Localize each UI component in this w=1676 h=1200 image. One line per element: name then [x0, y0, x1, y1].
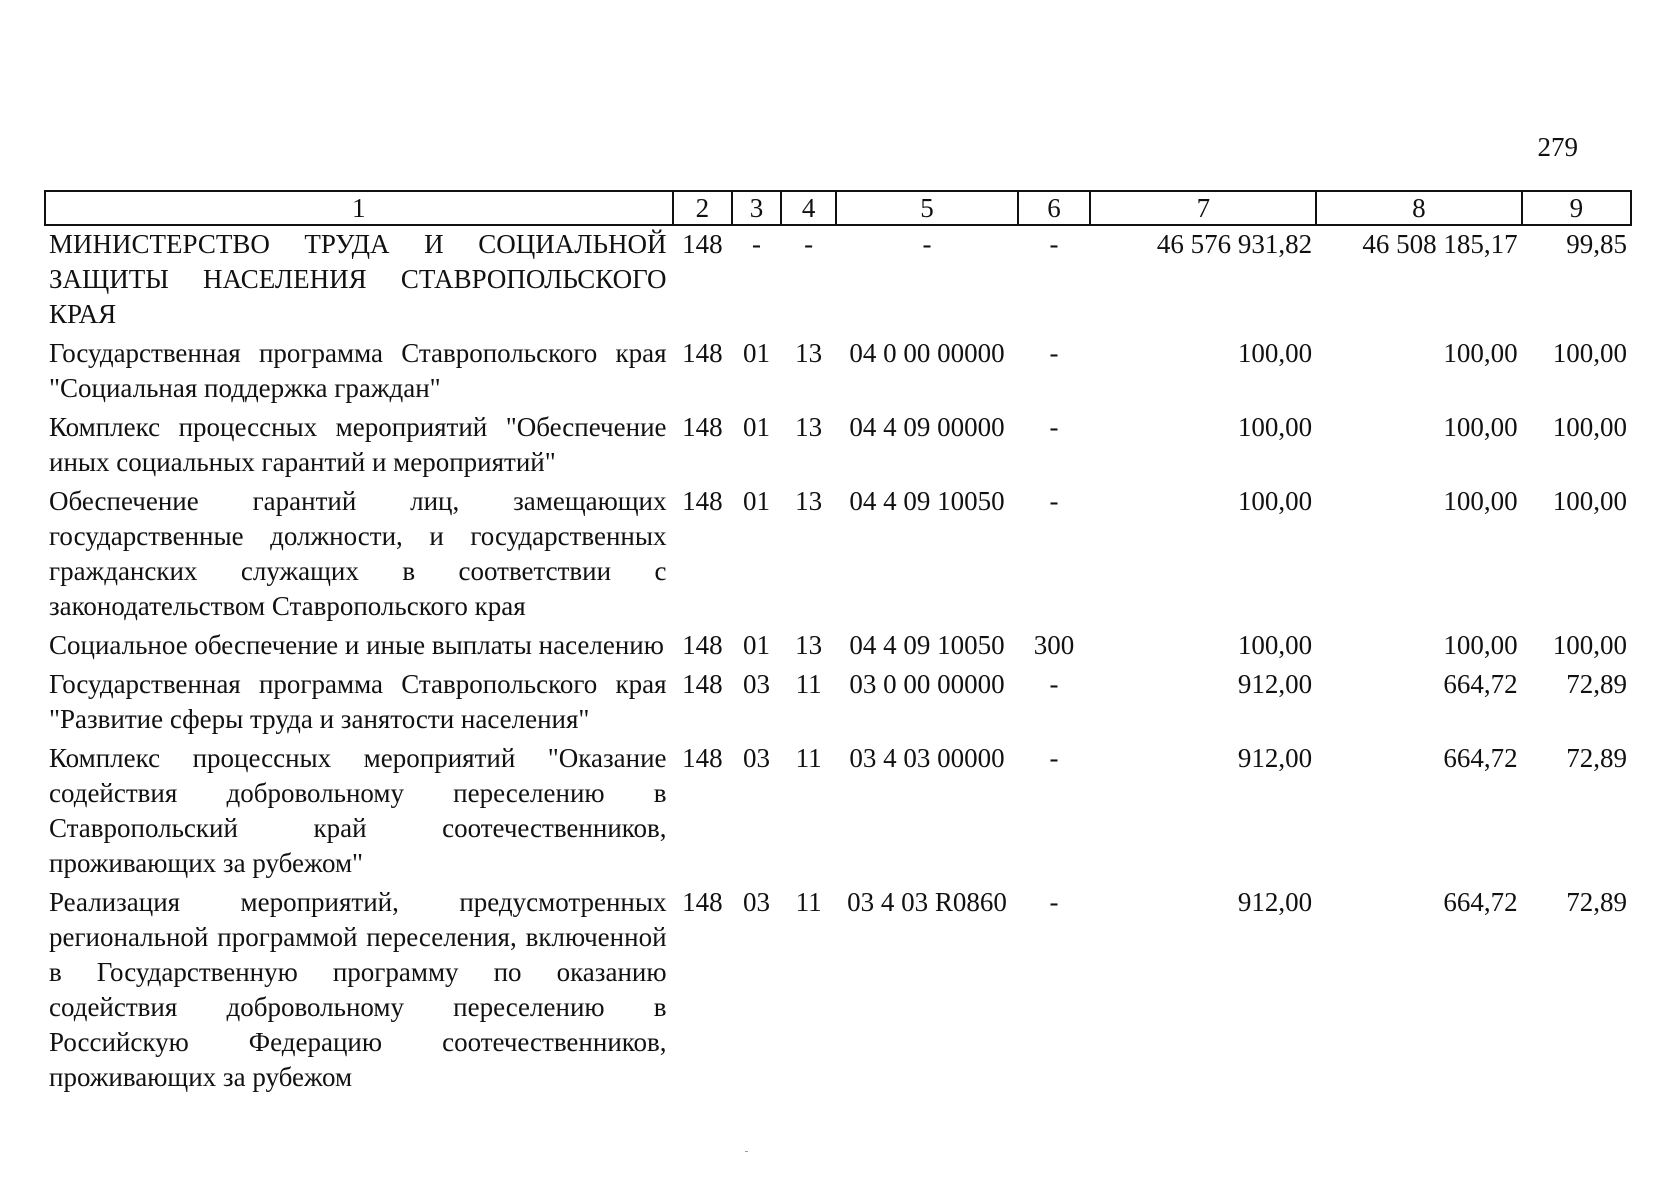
column-header: 7 [1090, 191, 1316, 225]
table-row [45, 627, 1631, 666]
cell-expense-type: - [1049, 338, 1059, 368]
cell-expense-type: - [1049, 486, 1059, 516]
cell-section: 01 [743, 486, 770, 516]
row-name: Социальное обеспечение и иные выплаты населению [49, 630, 664, 660]
cell-section: 01 [743, 338, 770, 368]
table-row [45, 409, 1631, 483]
table-row [45, 225, 1631, 335]
column-header: 1 [45, 191, 673, 225]
cell-admin-code: 148 [682, 412, 723, 442]
cell-subsection: 13 [795, 630, 823, 660]
cell-plan-amount: 46 576 931,82 [1156, 229, 1313, 259]
cell-subsection: 13 [795, 412, 823, 442]
table-row [45, 740, 1631, 884]
cell-percent: 72,89 [1566, 669, 1627, 699]
cell-target-article: - [922, 229, 932, 259]
cell-target-article: 04 4 09 00000 [849, 412, 1005, 442]
column-header: 6 [1018, 191, 1091, 225]
cell-target-article: 03 4 03 00000 [849, 743, 1005, 773]
cell-actual-amount: 46 508 185,17 [1362, 229, 1518, 259]
cell-subsection: 11 [795, 669, 822, 699]
cell-section: 03 [743, 743, 770, 773]
row-name: Государственная программа Ставропольского края "Социальная поддержка граждан" [49, 338, 667, 403]
cell-admin-code: 148 [682, 887, 723, 917]
cell-plan-amount: 100,00 [1237, 486, 1313, 516]
row-name: Реализация мероприятий, предусмотренных региональной программой переселения, включенной в Государственную программу по оказанию содействия добровольному переселению в Российскую Федерацию соотечественников, проживающих за рубежом [49, 887, 667, 1092]
page-number: 279 [1537, 132, 1578, 162]
cell-percent: 100,00 [1552, 486, 1627, 516]
cell-percent: 99,85 [1566, 229, 1627, 259]
cell-section: 03 [743, 669, 770, 699]
cell-section: - [752, 229, 761, 259]
table-row [45, 666, 1631, 740]
column-header: 2 [673, 191, 733, 225]
cell-plan-amount: 100,00 [1237, 338, 1313, 368]
cell-expense-type: - [1049, 887, 1059, 917]
cell-plan-amount: 912,00 [1237, 743, 1313, 773]
cell-admin-code: 148 [682, 630, 723, 660]
cell-expense-type: 300 [1033, 630, 1075, 660]
cell-percent: 100,00 [1552, 338, 1627, 368]
cell-subsection: - [804, 229, 814, 259]
cell-percent: 72,89 [1566, 743, 1627, 773]
row-name: МИНИСТЕРСТВО ТРУДА И СОЦИАЛЬНОЙ ЗАЩИТЫ НАСЕЛЕНИЯ СТАВРОПОЛЬСКОГО КРАЯ [49, 229, 667, 329]
scan-artifact [745, 1151, 748, 1152]
cell-target-article: 04 0 00 00000 [849, 338, 1005, 368]
cell-actual-amount: 100,00 [1443, 338, 1518, 368]
cell-actual-amount: 100,00 [1443, 412, 1518, 442]
cell-subsection: 11 [795, 743, 822, 773]
cell-plan-amount: 100,00 [1237, 412, 1313, 442]
cell-admin-code: 148 [682, 338, 723, 368]
cell-actual-amount: 100,00 [1443, 630, 1518, 660]
row-name: Обеспечение гарантий лиц, замещающих государственные должности, и государственных гражданских служащих в соответствии с законодательством Ставропольского края [49, 486, 667, 621]
row-name: Комплекс процессных мероприятий "Обеспечение иных социальных гарантий и мероприятий" [49, 412, 667, 477]
cell-expense-type: - [1049, 229, 1059, 259]
cell-admin-code: 148 [682, 486, 723, 516]
cell-section: 01 [743, 412, 770, 442]
budget-table [44, 190, 1632, 1098]
cell-admin-code: 148 [682, 743, 723, 773]
column-header: 3 [732, 191, 781, 225]
cell-subsection: 11 [795, 887, 822, 917]
row-name: Комплекс процессных мероприятий "Оказание содействия добровольному переселению в Ставропольский край соотечественников, проживающих за рубежом" [49, 743, 667, 878]
cell-actual-amount: 664,72 [1443, 887, 1518, 917]
column-header: 5 [836, 191, 1017, 225]
cell-admin-code: 148 [682, 669, 723, 699]
column-header: 8 [1316, 191, 1521, 225]
cell-admin-code: 148 [682, 229, 723, 259]
table-row [45, 483, 1631, 627]
table-row [45, 884, 1631, 1098]
cell-percent: 72,89 [1566, 887, 1627, 917]
cell-target-article: 04 4 09 10050 [849, 630, 1005, 660]
cell-section: 01 [743, 630, 770, 660]
cell-plan-amount: 912,00 [1237, 669, 1313, 699]
cell-target-article: 04 4 09 10050 [849, 486, 1005, 516]
cell-actual-amount: 100,00 [1443, 486, 1518, 516]
cell-subsection: 13 [795, 486, 823, 516]
cell-expense-type: - [1049, 743, 1059, 773]
cell-percent: 100,00 [1552, 630, 1627, 660]
cell-plan-amount: 100,00 [1237, 630, 1313, 660]
header-row [45, 191, 1631, 225]
cell-actual-amount: 664,72 [1443, 669, 1518, 699]
column-header: 4 [781, 191, 837, 225]
cell-subsection: 13 [795, 338, 823, 368]
cell-expense-type: - [1049, 669, 1059, 699]
cell-section: 03 [743, 887, 770, 917]
column-header: 9 [1522, 191, 1631, 225]
cell-expense-type: - [1049, 412, 1059, 442]
cell-percent: 100,00 [1552, 412, 1627, 442]
cell-actual-amount: 664,72 [1443, 743, 1518, 773]
table-row [45, 335, 1631, 409]
cell-target-article: 03 4 03 R0860 [847, 887, 1007, 917]
cell-plan-amount: 912,00 [1237, 887, 1313, 917]
row-name: Государственная программа Ставропольского края "Развитие сферы труда и занятости населения" [49, 669, 667, 734]
cell-target-article: 03 0 00 00000 [849, 669, 1005, 699]
